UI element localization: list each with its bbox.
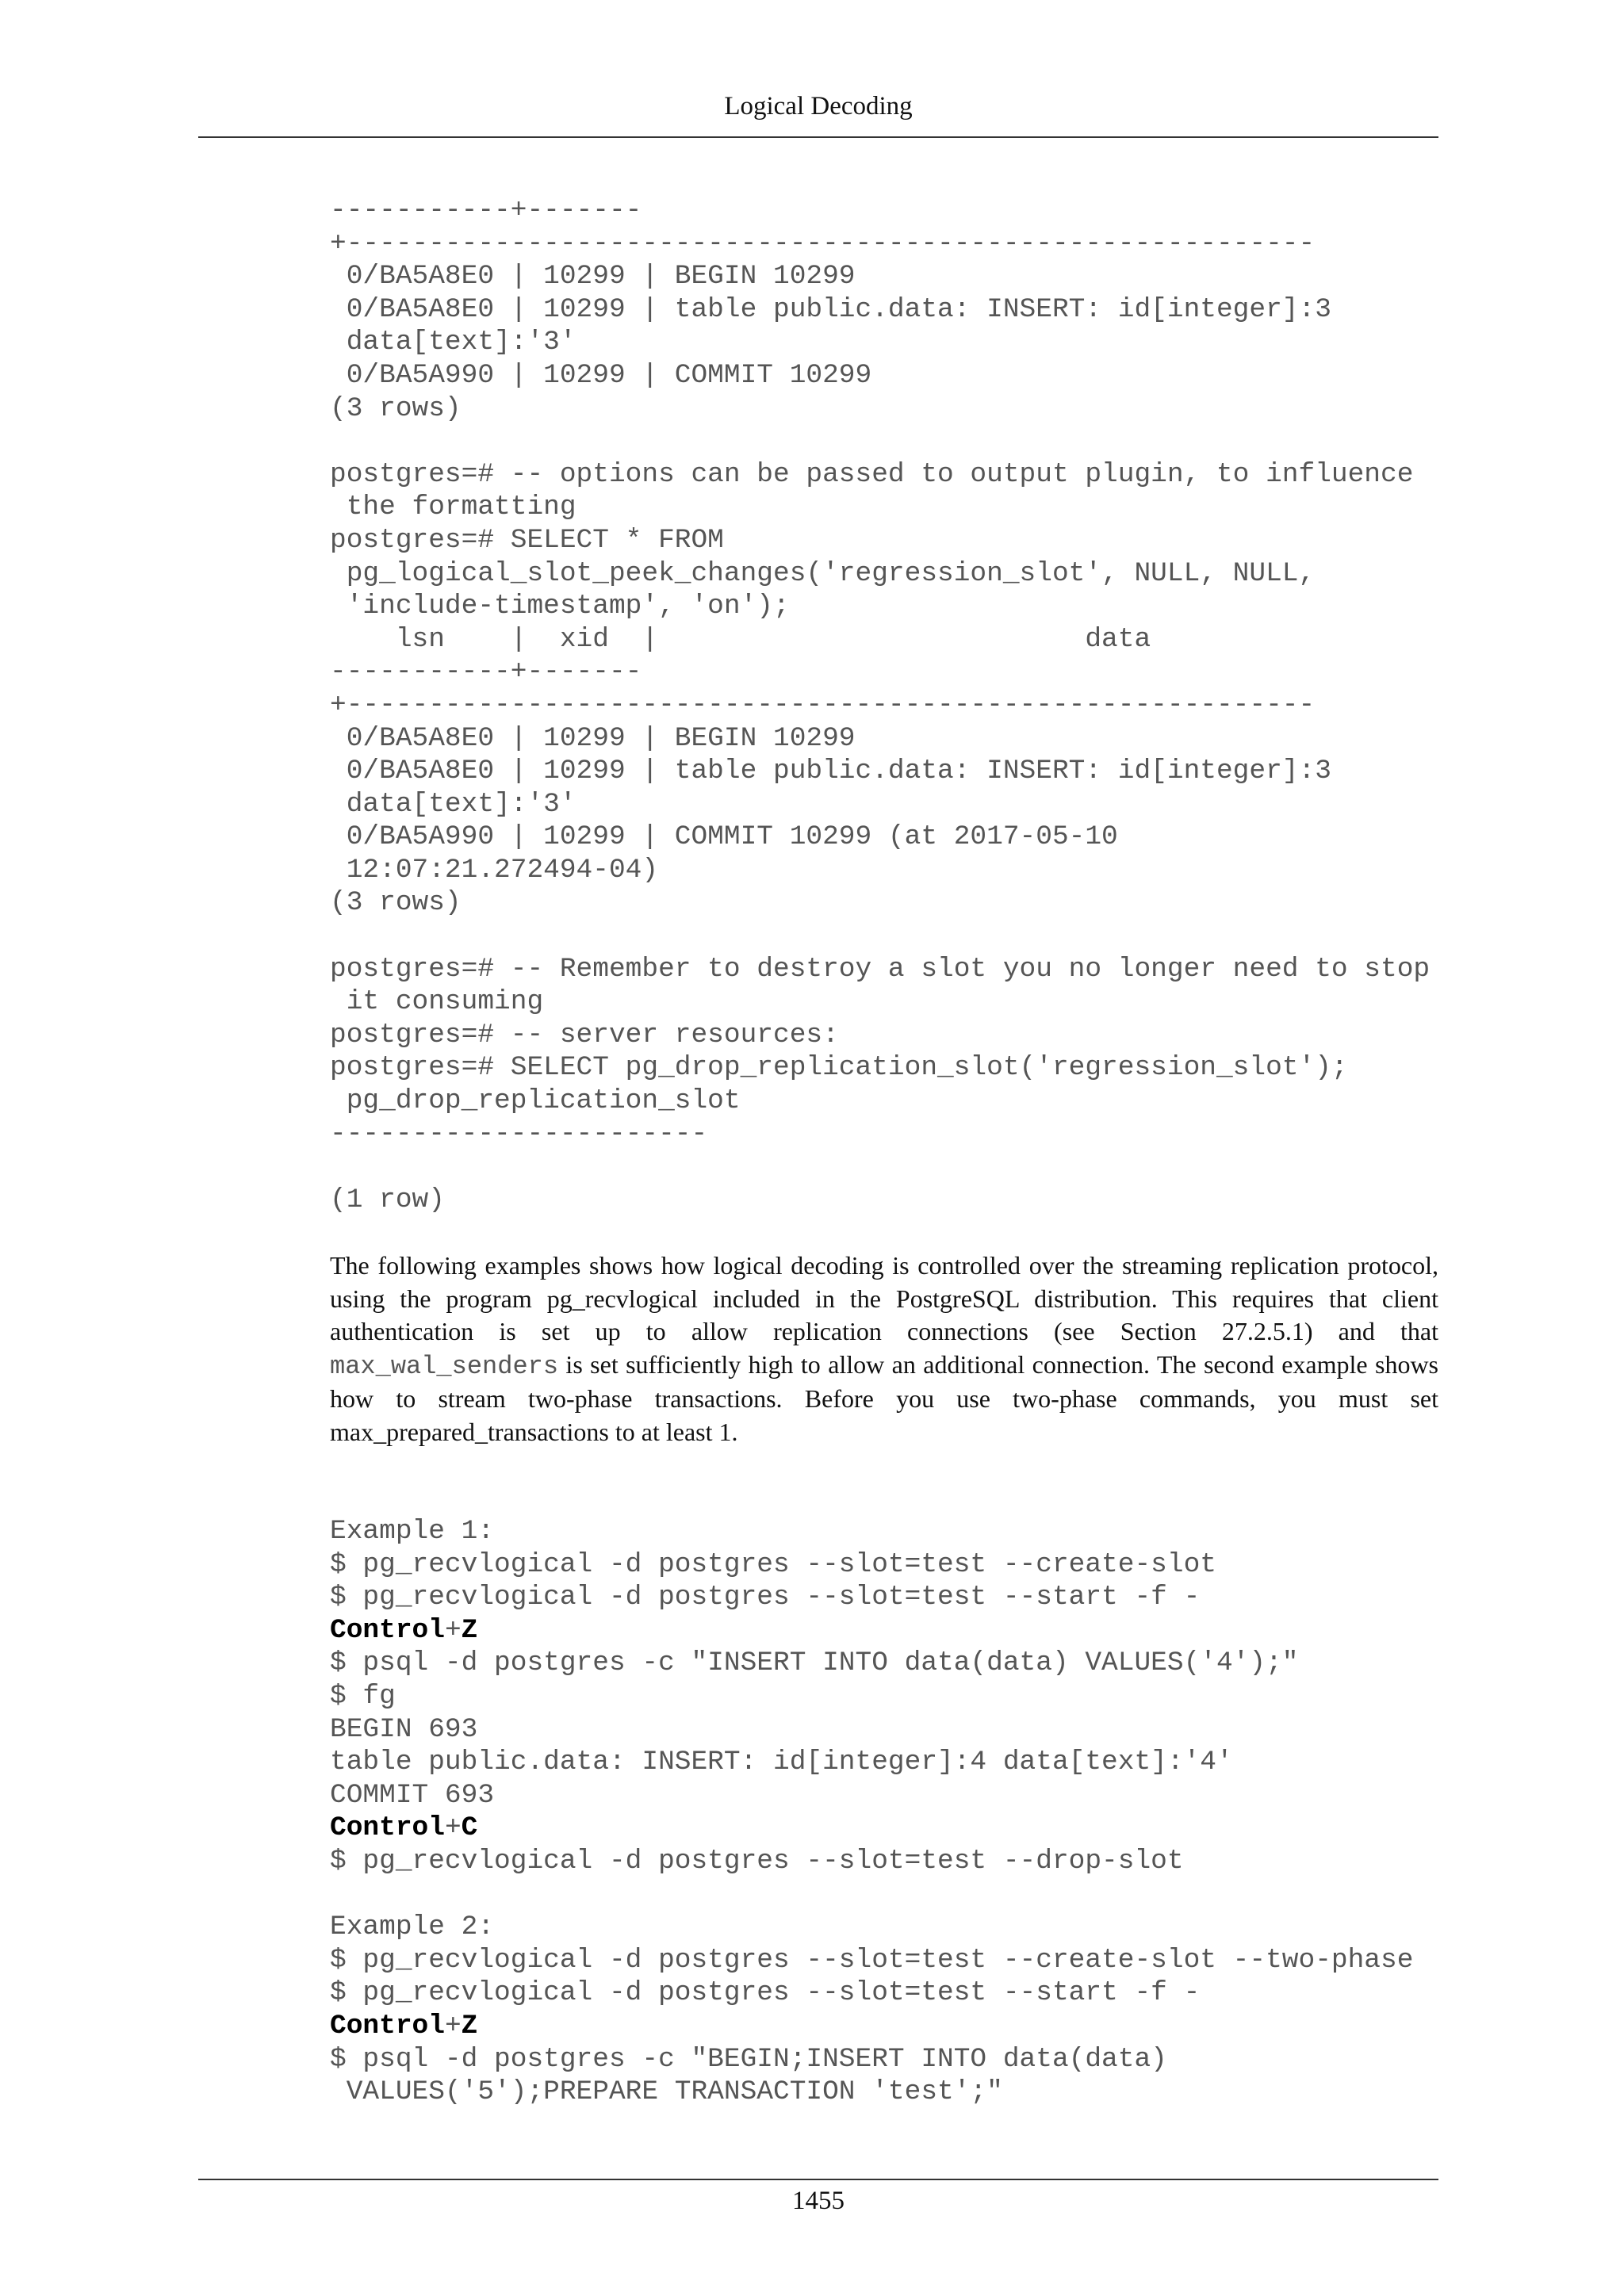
code-line: $ fg: [330, 1680, 396, 1712]
code-line: VALUES('5');PREPARE TRANSACTION 'test';": [330, 2076, 1003, 2108]
key-control: Control: [330, 1812, 445, 1844]
code-line: lsn | xid | data: [330, 623, 1151, 655]
code-line: $ psql -d postgres -c "BEGIN;INSERT INTO data(data): [330, 2043, 1167, 2075]
code-block-pg-recvlogical-examples: [330, 1515, 1413, 2109]
code-line: 0/BA5A990 | 10299 | COMMIT 10299 (at 2017-05-10: [330, 821, 1118, 853]
code-line: the formatting: [330, 492, 576, 523]
code-line: +-----------------------------------------------------------: [330, 228, 1316, 259]
code-line: $ psql -d postgres -c "INSERT INTO data(data) VALUES('4');": [330, 1647, 1299, 1679]
paragraph-text-1: The following examples shows how logical decoding is controlled over the streaming replication protocol, using the program pg_recvlogical included in the PostgreSQL distribution. This requires that client authentication is set up to allow replication connections (see Section 27.2.5.1) and that: [330, 1251, 1438, 1346]
code-line: $ pg_recvlogical -d postgres --slot=test --start -f -: [330, 1582, 1201, 1613]
paragraph-text-2: is set sufficiently high to allow an additional connection. The second example shows how to stream two-phase transactions. Before you use two-phase commands, you must set max_prepared_transactions to at least 1.: [330, 1349, 1438, 1446]
code-line: (1 row): [330, 1184, 445, 1215]
key-plus: +: [444, 1812, 462, 1844]
output-line: table public.data: INSERT: id[integer]:4 data[text]:'4': [330, 1747, 1233, 1778]
code-line: postgres=# -- server resources:: [330, 1019, 839, 1050]
code-line: postgres=# -- options can be passed to output plugin, to influence: [330, 458, 1414, 490]
body-paragraph: [330, 1249, 1438, 1449]
key-z: Z: [461, 1614, 478, 1646]
code-line: it consuming: [330, 986, 544, 1018]
key-plus: +: [444, 2010, 462, 2042]
code-line: 'include-timestamp', 'on');: [330, 591, 790, 622]
running-header: Logical Decoding: [724, 92, 913, 121]
code-line: 0/BA5A8E0 | 10299 | table public.data: INSERT: id[integer]:3: [330, 756, 1331, 787]
code-line: (3 rows): [330, 392, 462, 424]
code-line: data[text]:'3': [330, 788, 576, 820]
output-line: BEGIN 693: [330, 1713, 478, 1745]
example-2-label: Example 2:: [330, 1911, 495, 1943]
code-line: -----------+-------: [330, 195, 642, 226]
key-plus: +: [444, 1614, 462, 1646]
page-number: 1455: [792, 2187, 845, 2215]
example-1-label: Example 1:: [330, 1516, 495, 1547]
header-rule: [198, 136, 1438, 138]
code-block-psql-session: [330, 194, 1430, 1216]
key-z: Z: [461, 2010, 478, 2042]
code-line: 0/BA5A8E0 | 10299 | table public.data: INSERT: id[integer]:3: [330, 293, 1331, 325]
inline-code-max-wal-senders: max_wal_senders: [330, 1351, 559, 1381]
code-line: 0/BA5A990 | 10299 | COMMIT 10299: [330, 359, 872, 391]
code-line: postgres=# SELECT * FROM: [330, 524, 724, 556]
code-line: +-----------------------------------------------------------: [330, 689, 1316, 721]
code-line: postgres=# SELECT pg_drop_replication_slot('regression_slot');: [330, 1052, 1348, 1084]
code-line: 12:07:21.272494-04): [330, 854, 659, 886]
code-line: $ pg_recvlogical -d postgres --slot=test --create-slot: [330, 1548, 1216, 1580]
code-line: -----------+-------: [330, 656, 642, 688]
code-line: -----------------------: [330, 1118, 708, 1150]
footer-rule: [198, 2179, 1438, 2180]
code-line: $ pg_recvlogical -d postgres --slot=test --start -f -: [330, 1977, 1201, 2009]
code-line: 0/BA5A8E0 | 10299 | BEGIN 10299: [330, 261, 856, 293]
code-line: data[text]:'3': [330, 327, 576, 358]
code-line: pg_drop_replication_slot: [330, 1085, 741, 1117]
key-control: Control: [330, 2010, 445, 2042]
code-line: 0/BA5A8E0 | 10299 | BEGIN 10299: [330, 722, 856, 754]
code-line: pg_logical_slot_peek_changes('regression_slot', NULL, NULL,: [330, 557, 1316, 589]
code-line: $ pg_recvlogical -d postgres --slot=test --create-slot --two-phase: [330, 1944, 1414, 1976]
code-line: postgres=# -- Remember to destroy a slot you no longer need to stop: [330, 953, 1431, 985]
key-control: Control: [330, 1614, 445, 1646]
code-line: $ pg_recvlogical -d postgres --slot=test --drop-slot: [330, 1845, 1184, 1877]
code-line: (3 rows): [330, 887, 462, 919]
key-c: C: [461, 1812, 478, 1844]
output-line: COMMIT 693: [330, 1779, 495, 1811]
